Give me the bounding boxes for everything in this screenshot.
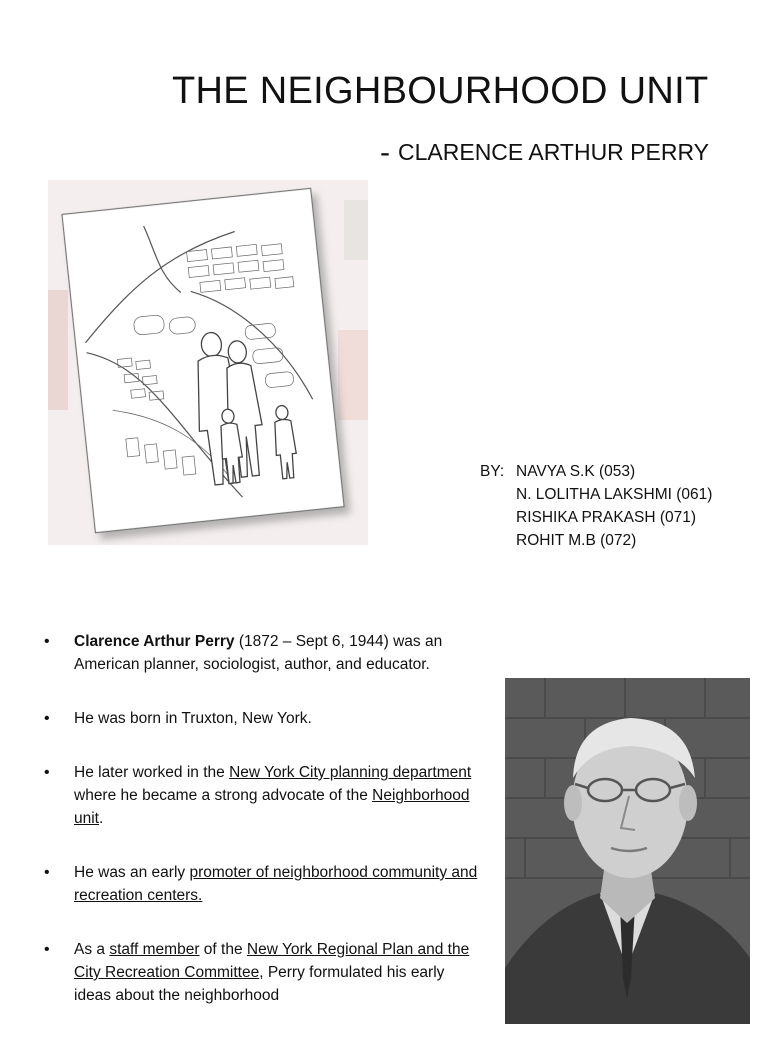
biography-slide (0, 600, 768, 1024)
bullet-link-text: New York Regional Plan and the City Recreation Committee (74, 941, 470, 981)
author-row (480, 529, 712, 552)
author-name: N. LOLITHA LAKSHMI (061) (516, 486, 713, 503)
subtitle-dash: - (380, 136, 390, 169)
clarence-perry-portrait (505, 678, 750, 1024)
neighbourhood-plan-illustration (48, 180, 368, 545)
bullet-link-text: staff member (109, 941, 200, 958)
bullet-text: He was born in Truxton, New York. (74, 710, 312, 727)
bullet-item (42, 938, 482, 1007)
bullet-link-text: promoter of neighborhood community and recreation centers. (74, 864, 478, 904)
bullet-text: (1872 – Sept 6, 1944) was an American planner, sociologist, author, and educator. (74, 633, 443, 673)
slide-title: THE NEIGHBOURHOOD UNIT (172, 70, 709, 112)
author-name: ROHIT M.B (072) (516, 532, 637, 549)
bullet-text: He later worked in the (74, 764, 230, 781)
bullet-item (42, 761, 482, 830)
bullet-text: , Perry formulated his early ideas about the neighborhood (74, 964, 445, 1004)
author-row (480, 483, 712, 506)
bullet-item (42, 630, 482, 676)
bullet-link-text: Neighborhood unit (74, 787, 470, 827)
bullet-text: of the (199, 941, 247, 958)
authors-prefix: BY: (480, 463, 505, 480)
bullet-item (42, 707, 482, 730)
authors-list (480, 460, 712, 552)
bullet-item (42, 861, 482, 907)
bullet-bold-text: Clarence Arthur Perry (74, 633, 235, 650)
bullet-text: where he became a strong advocate of the (74, 787, 373, 804)
author-name: NAVYA S.K (053) (516, 463, 636, 480)
bullet-link-text: New York City planning department (229, 764, 472, 781)
author-row (480, 460, 712, 483)
bullet-text: He was an early (74, 864, 190, 881)
subtitle-text: CLARENCE ARTHUR PERRY (398, 139, 710, 165)
author-name: RISHIKA PRAKASH (071) (516, 509, 697, 526)
slide-subtitle (380, 136, 709, 170)
biography-bullets (42, 630, 482, 1038)
author-row (480, 506, 712, 529)
bullet-text: As a (74, 941, 110, 958)
bullet-text: . (99, 810, 104, 827)
